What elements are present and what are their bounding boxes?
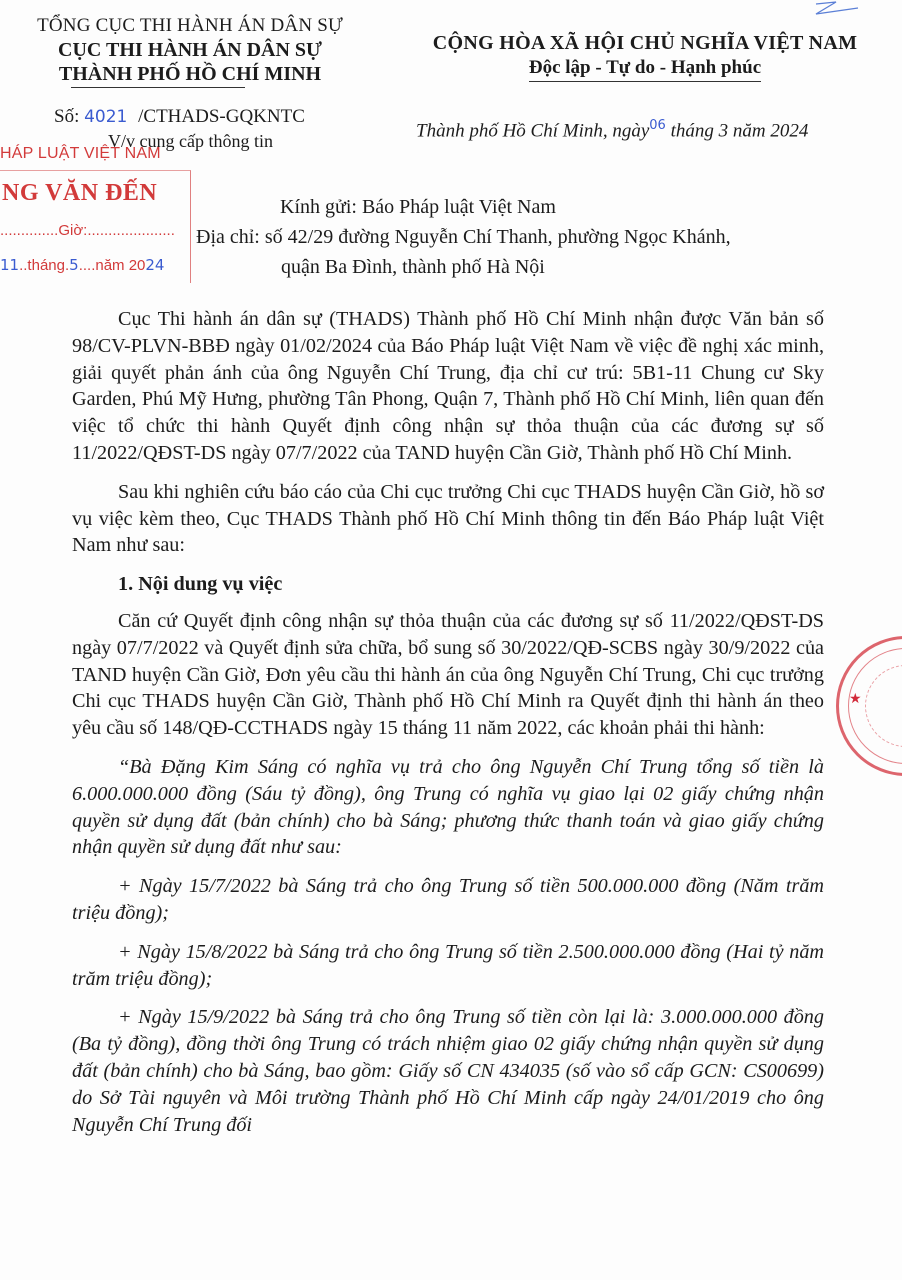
recipient-address-line1: Địa chỉ: số 42/29 đường Nguyễn Chí Thanh, phường Ngọc Khánh, <box>196 226 731 248</box>
official-seal <box>836 636 902 776</box>
document-number: Số: 4021 /CTHADS-GQKNTC <box>54 106 305 127</box>
handwritten-mark-icon <box>808 0 868 20</box>
motto: Độc lập - Tự do - Hạnh phúc <box>529 56 761 82</box>
stamp-title: NG VĂN ĐẾN <box>2 180 158 206</box>
header-underline <box>71 87 245 88</box>
agency-name: CỤC THI HÀNH ÁN DÂN SỰ <box>58 39 322 61</box>
recipient-address-line2: quận Ba Đình, thành phố Hà Nội <box>281 256 545 278</box>
issue-date: Thành phố Hồ Chí Minh, ngày$^{06}$ tháng 3 năm 2024 <box>416 118 809 142</box>
stamp-date-field: 11..tháng.5....năm 2024 <box>0 256 165 274</box>
stamp-org-name: HÁP LUẬT VIỆT NAM <box>0 145 161 162</box>
paragraph-study: Sau khi nghiên cứu báo cáo của Chi cục trưởng Chi cục THADS huyện Cần Giờ, hồ sơ vụ việc kèm theo, Cục THADS Thành phố Hồ Chí Minh thông tin đến Báo Pháp luật Việt Nam như sau: <box>72 480 824 557</box>
national-motto-header <box>400 30 890 82</box>
handwritten-number: 4021 <box>84 107 128 127</box>
seal-star-icon: ★ <box>849 692 862 707</box>
country-name: CỘNG HÒA XÃ HỘI CHỦ NGHĨA VIỆT NAM <box>432 32 858 54</box>
quote-payment-1: + Ngày 15/7/2022 bà Sáng trả cho ông Trung số tiền 500.000.000 đồng (Năm trăm triệu đồng); <box>72 875 824 924</box>
stamp-month: 5 <box>69 256 79 274</box>
stamp-day: 11 <box>0 256 20 274</box>
paragraph-intro: Cục Thi hành án dân sự (THADS) Thành phố Hồ Chí Minh nhận được Văn bản số 98/CV-PLVN-BBĐ ngày 01/02/2024 của Báo Pháp luật Việt Nam về việc đề nghị xác minh, giải quyết phản ánh của ông Nguyễn Chí Trung, địa chỉ cư trú: 5B1-11 Chung cư Sky Garden, Phú Mỹ Hưng, phường Tân Phong, Quận 7, Thành phố Hồ Chí Minh, liên quan đến việc tổ chức thi hành Quyết định công nhận sự thỏa thuận của các đương sự số 11/2022/QĐST-DS ngày 07/7/2022 của TAND huyện Cần Giờ, Thành phố Hồ Chí Minh. <box>72 308 824 464</box>
issuing-agency-header <box>0 14 380 86</box>
letter-body <box>72 306 824 1150</box>
subject-line: V/v cung cấp thông tin <box>108 131 273 151</box>
parent-agency: TỔNG CỤC THI HÀNH ÁN DÂN SỰ <box>37 15 343 36</box>
handwritten-day: 06 <box>649 118 666 133</box>
quote-payment-3: + Ngày 15/9/2022 bà Sáng trả cho ông Trung số tiền còn lại là: 3.000.000.000 đồng (Ba tỷ đồng), đồng thời ông Trung có trách nhiệm giao 02 giấy chứng nhận quyền sử dụng đất (bản chính) cho bà Sáng, bao gồm: Giấy số CN 434035 (số vào sổ cấp GCN: CS00699) do Sở Tài nguyên và Môi trường Thành phố Hồ Chí Minh cấp ngày 24/01/2019 cho ông Nguyễn Chí Trung đối <box>72 1006 824 1136</box>
stamp-time-field: ..............Giờ:..................... <box>0 222 175 239</box>
agency-city: THÀNH PHỐ HỒ CHÍ MINH <box>59 62 321 86</box>
quote-obligation: “Bà Đặng Kim Sáng có nghĩa vụ trả cho ông Nguyễn Chí Trung tổng số tiền là 6.000.000.000 đồng (Sáu tỷ đồng), ông Trung có nghĩa vụ giao lại 02 giấy chứng nhận quyền sử dụng đất (bản chính) cho bà Sáng; phương thức thanh toán và giao giấy chứng nhận quyền sử dụng đất như sau: <box>72 755 824 859</box>
quote-payment-2: + Ngày 15/8/2022 bà Sáng trả cho ông Trung số tiền 2.500.000.000 đồng (Hai tỷ năm trăm triệu đồng); <box>72 940 824 990</box>
paragraph-basis: Căn cứ Quyết định công nhận sự thỏa thuận của các đương sự số 11/2022/QĐST-DS ngày 07/7/2022 và Quyết định sửa chữa, bổ sung số 30/2022/QĐ-SCBS ngày 30/9/2022 của TAND huyện Cần Giờ, Đơn yêu cầu thi hành án của ông Nguyễn Chí Trung, Chi cục trưởng Chi cục THADS huyện Cần Giờ, Thành phố Hồ Chí Minh ra Quyết định thi hành án theo yêu cầu số 148/QĐ-CCTHADS ngày 15 tháng 11 năm 2022, các khoản phải thi hành: <box>72 609 824 740</box>
section-heading: 1. Nội dung vụ việc <box>118 573 283 596</box>
recipient: Kính gửi: Báo Pháp luật Việt Nam <box>280 196 556 218</box>
stamp-year: 24 <box>145 256 165 274</box>
